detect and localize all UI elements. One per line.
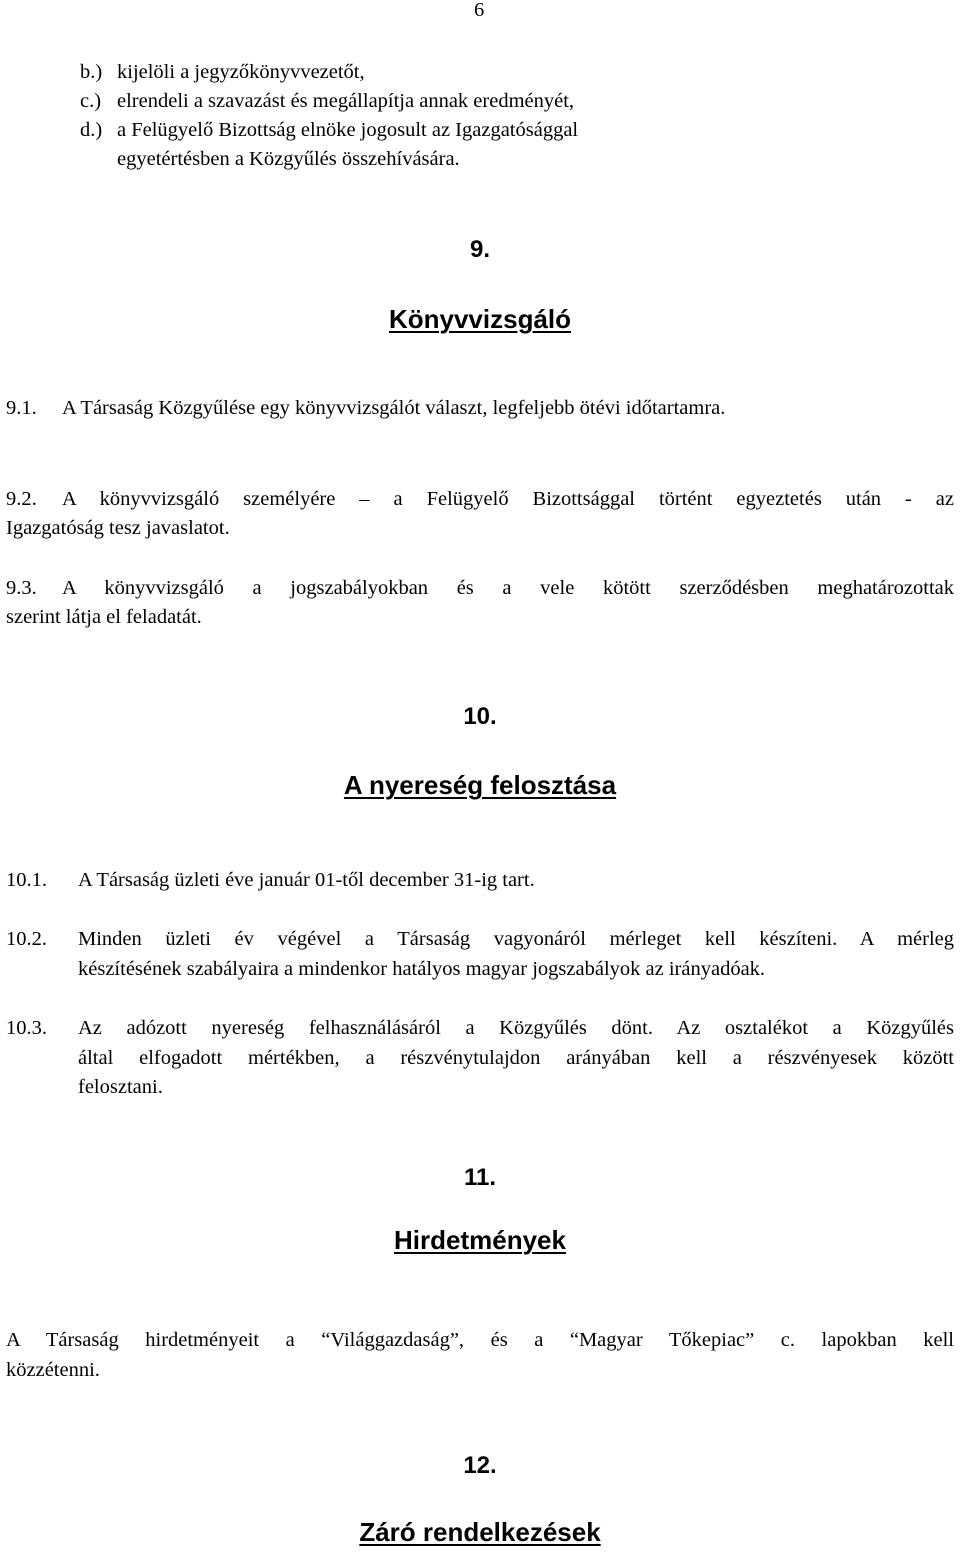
section-11-number: 11. xyxy=(463,1164,497,1191)
clause-line: Az adózott nyereség felhasználásáról a Közgyűlés dönt. Az osztalékot a Közgyűlés xyxy=(78,1017,954,1039)
clause-number: 10.3. xyxy=(6,1017,47,1039)
clause-number: 10.1. xyxy=(6,869,47,891)
section-11-title-text: Hirdetmények xyxy=(394,1225,566,1255)
clause-line: A könyvvizsgáló személyére – a Felügyelő Bizottsággal történt egyeztetés után - az xyxy=(62,488,954,510)
clause-line: által elfogadott mértékben, a részvénytulajdon arányában kell a részvényesek között xyxy=(78,1046,954,1069)
list-marker: d.) xyxy=(80,119,103,141)
clause-number: 9.2. xyxy=(6,488,37,510)
clause-line: Igazgatóság tesz javaslatot. xyxy=(6,517,230,539)
clause-text xyxy=(78,1014,954,1103)
clause-line: szerint látja el feladatát. xyxy=(6,606,202,628)
section-12-title xyxy=(0,1517,960,1548)
page-number: 6 xyxy=(474,0,485,21)
section-9-title-text: Könyvvizsgáló xyxy=(388,304,572,334)
list-item-text: egyetértésben a Közgyűlés összehívására. xyxy=(117,148,460,170)
clause-number: 9.1. xyxy=(6,397,37,419)
section-11-title xyxy=(0,1225,960,1256)
clause-line: Minden üzleti év végével a Társaság vagyonáról mérleget kell készíteni. A mérleg xyxy=(78,928,954,950)
clause-text xyxy=(62,574,954,604)
clause-line: A Társaság üzleti éve január 01-től december 31-ig tart. xyxy=(78,869,535,891)
clause-line: készítésének szabályaira a mindenkor hatályos magyar jogszabályok az irányadóak. xyxy=(78,957,766,980)
paragraph-line: A Társaság hirdetményeit a “Világgazdaság”, és a “Magyar Tőkepiac” c. lapokban kell xyxy=(6,1329,954,1351)
clause-text xyxy=(62,485,954,515)
section-9-number: 9. xyxy=(469,236,490,263)
list-marker: b.) xyxy=(80,61,103,83)
section-10-title xyxy=(0,770,960,801)
section-12-number: 12. xyxy=(463,1452,497,1479)
clause-text-cont xyxy=(6,603,954,633)
paragraph-line: közzétenni. xyxy=(6,1358,100,1381)
clause-text xyxy=(78,866,954,896)
section-10-title-text: A nyereség felosztása xyxy=(343,770,617,800)
clause-text xyxy=(78,925,954,984)
list-item-text: a Felügyelő Bizottság elnöke jogosult az Igazgatósággal xyxy=(117,119,579,141)
announcement-paragraph xyxy=(6,1326,954,1385)
clause-number: 10.2. xyxy=(6,928,47,950)
section-10-number: 10. xyxy=(463,703,497,730)
clause-text-cont xyxy=(6,514,954,544)
clause-line: A könyvvizsgáló a jogszabályokban és a vele kötött szerződésben meghatározottak xyxy=(62,577,954,599)
clause-number: 9.3. xyxy=(6,577,37,599)
clause-text xyxy=(62,394,954,424)
section-12-title-text: Záró rendelkezések xyxy=(359,1517,601,1547)
list-item-text: kijelöli a jegyzőkönyvvezetőt, xyxy=(117,61,365,83)
list-item-text: elrendeli a szavazást és megállapítja annak eredményét, xyxy=(117,90,575,112)
section-9-title xyxy=(0,304,960,335)
clause-line: felosztani. xyxy=(78,1076,163,1098)
clause-line: A Társaság Közgyűlése egy könyvvizsgálót választ, legfeljebb ötévi időtartamra. xyxy=(62,397,726,419)
list-marker: c.) xyxy=(80,90,102,112)
